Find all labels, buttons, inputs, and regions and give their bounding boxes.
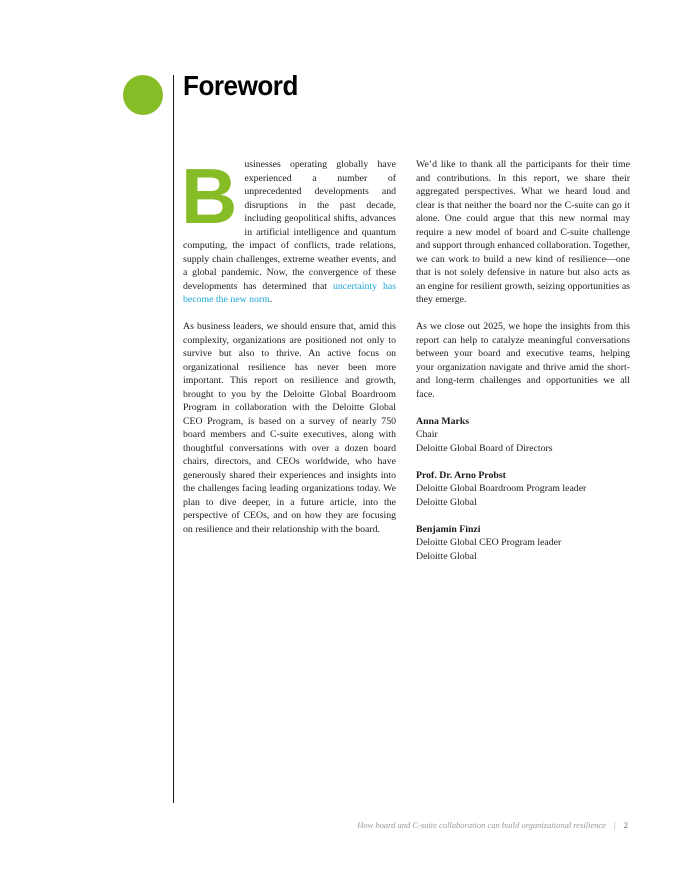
- body-paragraph: As business leaders, we should ensure that, amid this complexity, organizations are positioned not only to survive but also to thrive. An active focus on organizational resilience has never been more important. This report on resilience and growth, brought to you by the Deloitte Global Boardroom Program in collaboration with the Deloitte Global CEO Program, is based on a survey of nearly 750 board members and C-suite executives, along with thoughtful conversations with over a dozen board chairs, directors, and CEOs worldwide, who have generously shared their experiences and insights into the challenges facing leading organizations today. We plan to dive deeper, in a future article, into the perspective of CEOs, and on how they are focusing on resilience and their relationship with the board.: [183, 321, 396, 535]
- running-title: How board and C-suite collaboration can build organizational resilience: [357, 820, 607, 830]
- page-title: Foreword: [183, 70, 298, 101]
- page-footer: [357, 820, 628, 830]
- body-paragraph: As we close out 2025, we hope the insights from this report can help to catalyze meaningful conversations between your board and executive teams, helping your organization navigate and thrive amid the short- and long-term challenges and opportunities we all face.: [416, 321, 630, 400]
- vertical-rule: [173, 75, 174, 803]
- signatory-org: Deloitte Global Board of Directors: [416, 442, 553, 454]
- signatory-name: Benjamin Finzi: [416, 523, 481, 535]
- body-paragraph: We’d like to thank all the participants for their time and contributions. In this report, we share their aggregated perspectives. What we heard loud and clear is that neither the board nor the C-suite can go it alone. One could argue that this new normal may require a new model of board and C-suite challenge and support through enhanced collaboration. Together, we can work to build a new kind of resilience—one that is not solely defensive in nature but also acts as an engine for resilient growth, seizing opportunities as they emerge.: [416, 159, 630, 305]
- signatory-org: Deloitte Global: [416, 496, 477, 508]
- signatory-name: Prof. Dr. Arno Probst: [416, 469, 506, 481]
- drop-cap: B: [181, 152, 238, 240]
- left-column: [181, 152, 397, 550]
- signatory-title: Deloitte Global CEO Program leader: [416, 537, 562, 548]
- signatory-name: Anna Marks: [416, 415, 470, 427]
- signatory: [416, 469, 630, 510]
- page-number: 2: [623, 820, 628, 830]
- signatory-title: Chair: [416, 429, 438, 440]
- signatory-org: Deloitte Global: [416, 550, 477, 562]
- intro-paragraph: Businesses operating globally have experienced a number of unprecedented developments and disruptions in the past decade, including geopolitical shifts, advances in artificial intelligence and quantum computing, the impact of conflicts, trade relations, supply chain challenges, extreme weather events, and a global pandemic. Now, the convergence of these developments has determined that uncertainty has become the new norm.: [181, 152, 397, 305]
- signatory: [416, 415, 630, 456]
- intro-text: usinesses operating globally have experienced a number of unprecedented developments and disruptions in the past decade, including geopolitical shifts, advances in artificial intelligence and quantum computing, the impact of conflicts, trade relations, supply chain challenges, extreme weather events, and a global pandemic. Now, the convergence of these developments has determined that: [183, 159, 396, 292]
- green-circle-decoration: [123, 75, 163, 115]
- signatory-title: Deloitte Global Boardroom Program leader: [416, 483, 587, 494]
- signatory: [416, 523, 630, 564]
- right-column: [416, 158, 630, 577]
- footer-separator: |: [614, 820, 616, 830]
- uncertainty-link[interactable]: uncertainty has become the new norm: [183, 280, 397, 305]
